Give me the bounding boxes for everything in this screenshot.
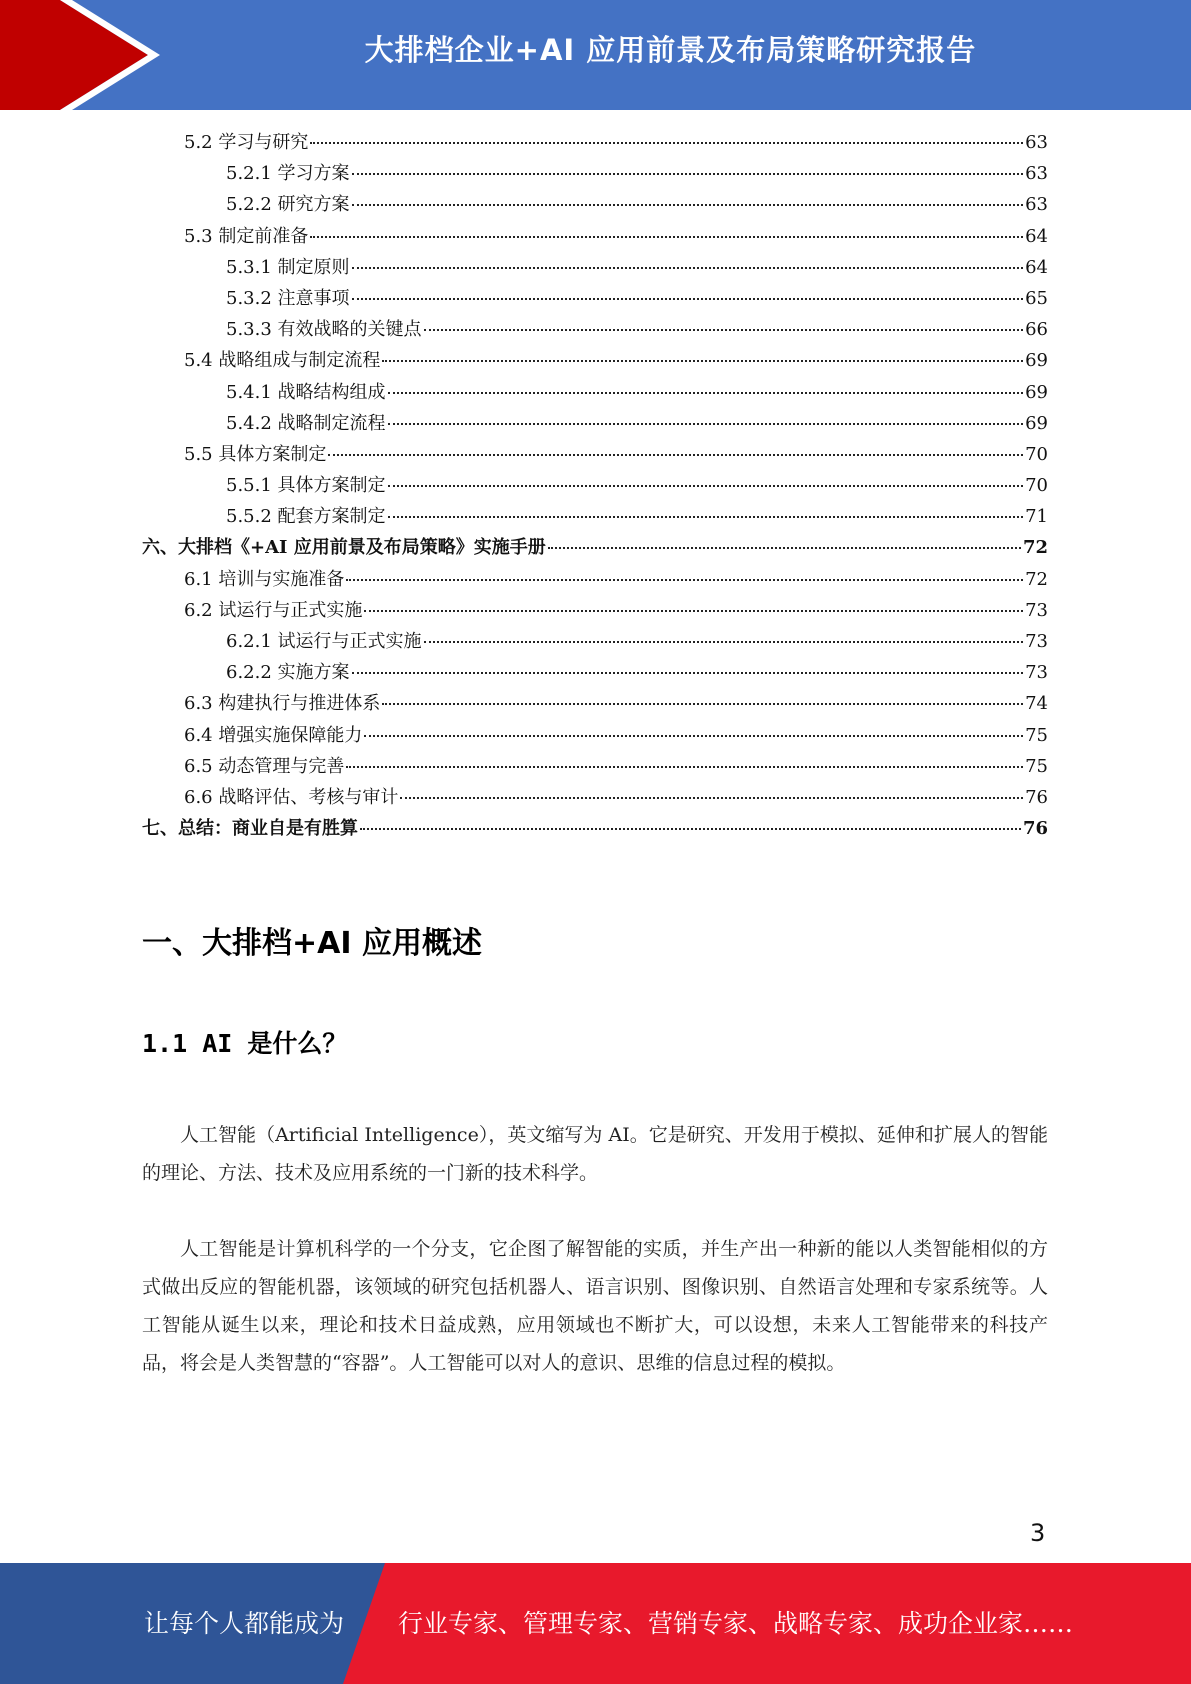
toc-entry-label: 5.5.2 配套方案制定 bbox=[226, 506, 386, 528]
toc-entry-label: 5.5.1 具体方案制定 bbox=[226, 475, 386, 497]
report-title: 大排档企业+AI 应用前景及布局策略研究报告 bbox=[364, 33, 977, 67]
toc-dot-leader bbox=[548, 547, 1021, 549]
toc-dot-leader bbox=[310, 142, 1023, 144]
toc-dot-leader bbox=[310, 236, 1023, 238]
toc-entry-page: 70 bbox=[1025, 475, 1048, 497]
toc-entry[interactable] bbox=[142, 378, 1048, 409]
toc-entry-label: 5.3.2 注意事项 bbox=[226, 287, 350, 309]
toc-dot-leader bbox=[424, 641, 1024, 643]
toc-entry[interactable] bbox=[142, 159, 1048, 190]
toc-dot-leader bbox=[346, 579, 1023, 581]
toc-entry[interactable] bbox=[142, 533, 1048, 564]
toc-entry-label: 5.4.1 战略结构组成 bbox=[226, 381, 386, 403]
toc-entry-label: 6.2.2 实施方案 bbox=[226, 662, 350, 684]
toc-entry-page: 70 bbox=[1025, 443, 1048, 465]
toc-entry-page: 63 bbox=[1025, 194, 1048, 216]
toc-entry-page: 63 bbox=[1025, 163, 1048, 185]
toc-entry-label: 5.2.1 学习方案 bbox=[226, 163, 350, 185]
toc-dot-leader bbox=[352, 672, 1024, 674]
toc-entry[interactable] bbox=[142, 658, 1048, 689]
toc-entry-page: 73 bbox=[1025, 662, 1048, 684]
page-footer bbox=[0, 1563, 1191, 1684]
section-heading: 一、大排档+AI 应用概述 bbox=[142, 926, 482, 961]
toc-entry[interactable] bbox=[142, 440, 1048, 471]
toc-entry-label: 6.2 试运行与正式实施 bbox=[184, 599, 363, 621]
toc-entry-page: 65 bbox=[1025, 287, 1048, 309]
toc-entry-page: 72 bbox=[1022, 537, 1048, 559]
toc-entry[interactable] bbox=[142, 284, 1048, 315]
toc-entry-page: 63 bbox=[1025, 132, 1048, 153]
toc-entry-label: 6.4 增强实施保障能力 bbox=[184, 724, 363, 746]
toc-entry-label: 6.2.1 试运行与正式实施 bbox=[226, 631, 422, 652]
toc-entry-label: 5.3 制定前准备 bbox=[184, 225, 309, 247]
toc-entry-page: 71 bbox=[1025, 506, 1048, 528]
toc-dot-leader bbox=[346, 766, 1023, 768]
toc-entry[interactable] bbox=[142, 627, 1048, 658]
toc-entry[interactable] bbox=[142, 346, 1048, 377]
toc-entry[interactable] bbox=[142, 565, 1048, 596]
toc-dot-leader bbox=[352, 204, 1024, 206]
toc-entry-label: 5.4 战略组成与制定流程 bbox=[184, 350, 381, 372]
toc-dot-leader bbox=[382, 703, 1023, 705]
toc-entry-page: 73 bbox=[1025, 631, 1048, 652]
body-paragraph: 人工智能（Artificial Intelligence），英文缩写为 AI。它是研究、开发用于模拟、延伸和扩展人的智能的理论、方法、技术及应用系统的一门新的技术科学。 bbox=[142, 1124, 1048, 1184]
toc-dot-leader bbox=[352, 267, 1024, 269]
toc-entry-page: 75 bbox=[1025, 755, 1048, 777]
toc-entry-label: 5.5 具体方案制定 bbox=[184, 443, 327, 465]
toc-entry[interactable] bbox=[142, 128, 1048, 159]
toc-entry-page: 73 bbox=[1025, 599, 1048, 621]
toc-entry[interactable] bbox=[142, 253, 1048, 284]
toc-entry-label: 5.2 学习与研究 bbox=[184, 132, 309, 153]
toc-entry-page: 74 bbox=[1025, 693, 1048, 715]
toc-entry[interactable] bbox=[142, 783, 1048, 814]
toc-entry-label: 6.6 战略评估、考核与审计 bbox=[184, 786, 399, 808]
toc-entry-label: 六、大排档《+AI 应用前景及布局策略》实施手册 bbox=[142, 537, 546, 559]
toc-entry-label: 七、总结：商业自是有胜算 bbox=[142, 818, 358, 840]
toc-entry[interactable] bbox=[142, 689, 1048, 720]
toc-dot-leader bbox=[364, 735, 1023, 737]
toc-entry-label: 5.3.3 有效战略的关键点 bbox=[226, 319, 422, 341]
toc-dot-leader bbox=[400, 797, 1023, 799]
toc-dot-leader bbox=[328, 454, 1023, 456]
toc-dot-leader bbox=[352, 298, 1024, 300]
toc-entry-page: 69 bbox=[1025, 381, 1048, 403]
toc-entry-page: 75 bbox=[1025, 724, 1048, 746]
toc-dot-leader bbox=[364, 610, 1023, 612]
toc-entry-page: 76 bbox=[1025, 786, 1048, 808]
toc-entry[interactable] bbox=[142, 471, 1048, 502]
toc-entry[interactable] bbox=[142, 502, 1048, 533]
footer-slogan-left: 让每个人都能成为 bbox=[144, 1609, 345, 1638]
page-header bbox=[0, 0, 1191, 110]
toc-entry-label: 5.4.2 战略制定流程 bbox=[226, 412, 386, 434]
toc-dot-leader bbox=[388, 516, 1024, 518]
toc-entry-label: 5.3.1 制定原则 bbox=[226, 256, 350, 278]
toc-dot-leader bbox=[388, 392, 1024, 394]
table-of-contents bbox=[142, 128, 1048, 845]
page-number: 3 bbox=[1030, 1519, 1046, 1547]
toc-entry[interactable] bbox=[142, 315, 1048, 346]
footer-slogan-right: 行业专家、管理专家、营销专家、战略专家、成功企业家…… bbox=[398, 1609, 1074, 1638]
toc-dot-leader bbox=[360, 828, 1021, 830]
toc-entry[interactable] bbox=[142, 190, 1048, 221]
toc-entry[interactable] bbox=[142, 596, 1048, 627]
toc-entry[interactable] bbox=[142, 721, 1048, 752]
toc-entry-page: 72 bbox=[1025, 568, 1048, 590]
toc-dot-leader bbox=[382, 360, 1023, 362]
toc-entry-label: 6.5 动态管理与完善 bbox=[184, 755, 345, 777]
toc-dot-leader bbox=[352, 173, 1024, 175]
subsection-heading: 1.1 AI 是什么？ bbox=[142, 1029, 348, 1058]
toc-entry-page: 66 bbox=[1025, 319, 1048, 341]
toc-entry[interactable] bbox=[142, 222, 1048, 253]
toc-dot-leader bbox=[424, 329, 1024, 331]
toc-entry-label: 5.2.2 研究方案 bbox=[226, 194, 350, 216]
toc-entry[interactable] bbox=[142, 409, 1048, 440]
toc-entry-page: 64 bbox=[1025, 225, 1048, 247]
toc-entry-page: 76 bbox=[1022, 818, 1048, 840]
toc-entry[interactable] bbox=[142, 752, 1048, 783]
toc-entry-page: 69 bbox=[1025, 412, 1048, 434]
toc-entry[interactable] bbox=[142, 814, 1048, 845]
toc-entry-page: 69 bbox=[1025, 350, 1048, 372]
toc-entry-label: 6.3 构建执行与推进体系 bbox=[184, 693, 381, 715]
toc-dot-leader bbox=[388, 485, 1024, 487]
body-paragraph: 人工智能是计算机科学的一个分支，它企图了解智能的实质，并生产出一种新的能以人类智能相似的方式做出反应的智能机器，该领域的研究包括机器人、语言识别、图像识别、自然语言处理和专家系统等。人工智能从诞生以来，理论和技术日益成熟，应用领域也不断扩大，可以设想，未来人工智能带来的科技产品，将会是人类智慧的“容器”。人工智能可以对人的意识、思维的信息过程的模拟。 bbox=[142, 1238, 1048, 1374]
toc-entry-page: 64 bbox=[1025, 256, 1048, 278]
toc-dot-leader bbox=[388, 423, 1024, 425]
toc-entry-label: 6.1 培训与实施准备 bbox=[184, 568, 345, 590]
